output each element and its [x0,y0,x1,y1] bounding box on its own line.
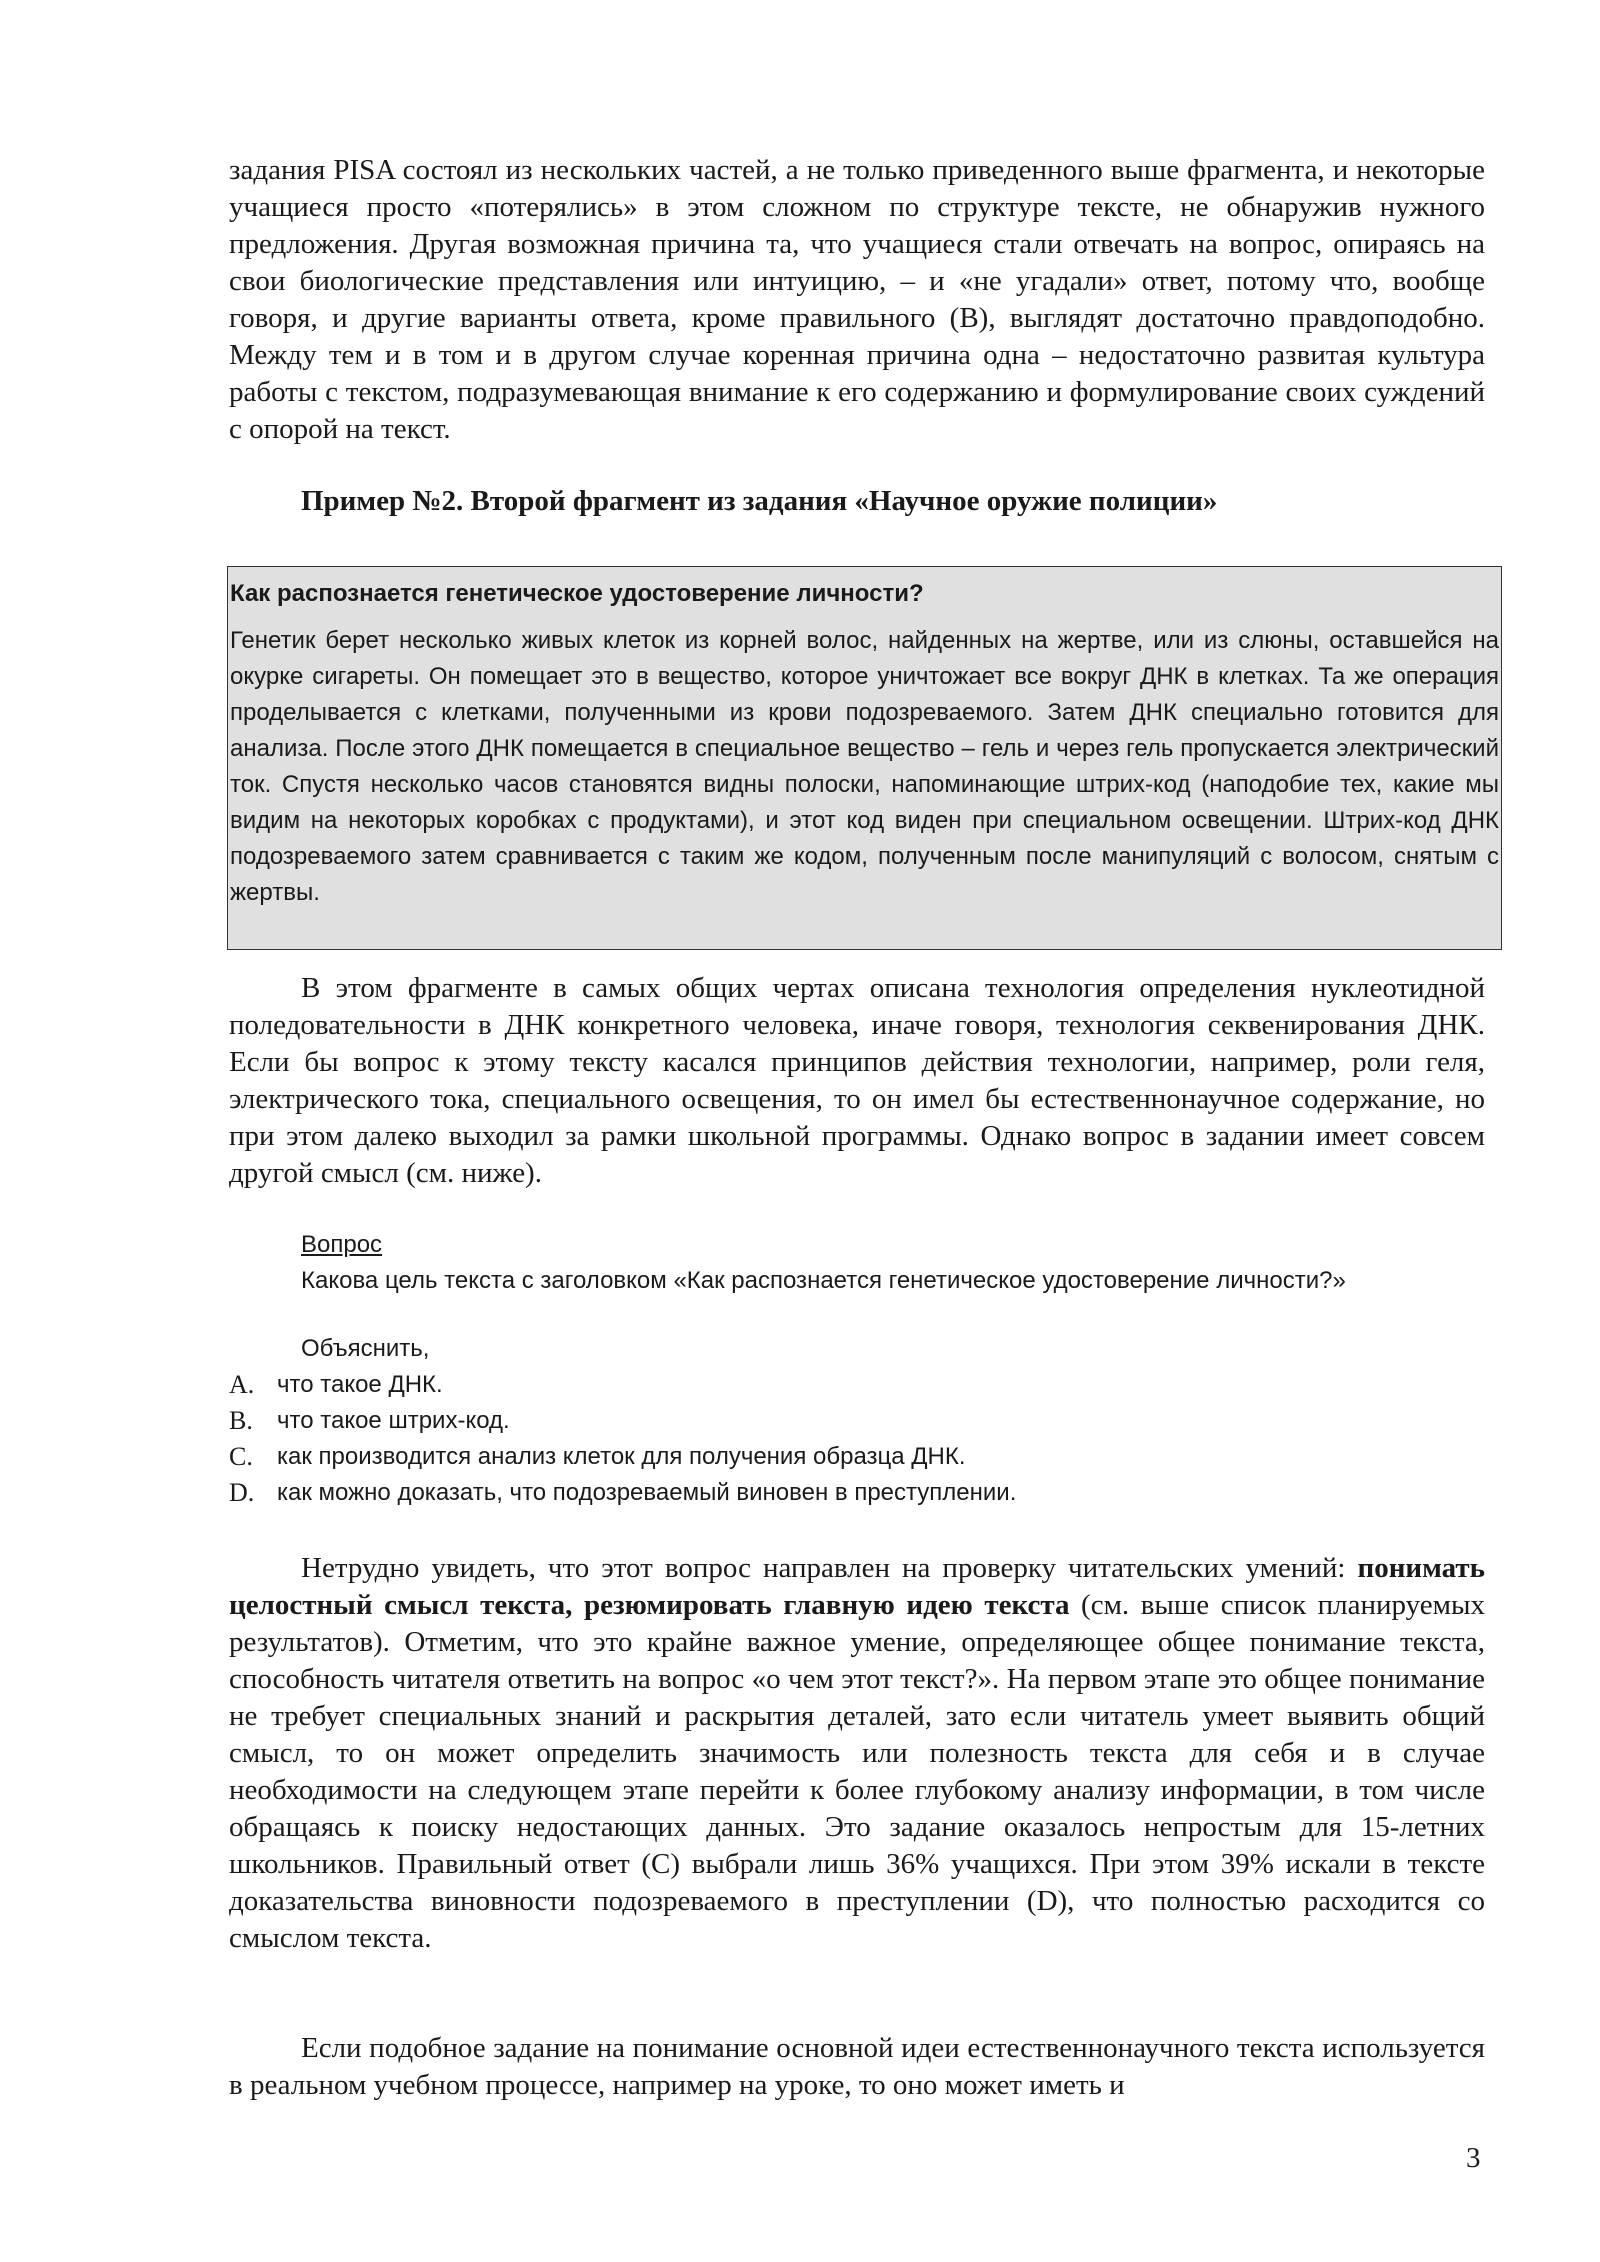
option-letter: B. [229,1406,253,1435]
question-text: Какова цель текста с заголовком «Как распознается генетическое удостоверение личности?» [301,1267,1346,1294]
excerpt-box [227,566,1502,950]
option-letter: C. [229,1442,253,1471]
paragraph-1: задания PISA состоял из нескольких частей, а не только приведенного выше фрагмента, и некоторые учащиеся просто «потерялись» в этом сложном по структуре тексте, не обнаружив нужного предложения. Другая возможная причина та, что учащиеся стали отвечать на вопрос, опираясь на свои биологические представления или интуицию, – и «не угадали» ответ, потому что, вообще говоря, и другие варианты ответа, кроме правильного (B), выглядят достаточно правдоподобно. Между тем и в том и в другом случае коренная причина одна – недостаточно развитая культура работы с текстом, подразумевающая внимание к его содержанию и формулирование своих суждений с опорой на текст. [229,154,1485,445]
option-c [229,1439,1499,1475]
paragraph-2: В этом фрагменте в самых общих чертах описана технология определения нуклеотидной поледовательности в ДНК конкретного человека, иначе говоря, технология секвенирования ДНК. Если бы вопрос к этому тексту касался принципов действия технологии, например, роли геля, электрического тока, специального освещения, то он имел бы естественнонаучное содержание, но при этом далеко выходил за рамки школьной программы. Однако вопрос в задании имеет совсем другой смысл (см. ниже). [229,972,1485,1189]
option-text: как можно доказать, что подозреваемый виновен в преступлении. [277,1479,1017,1506]
paragraph-4: Если подобное задание на понимание основной идеи естественнонаучного текста используется в реальном учебном процессе, например на уроке, то оно может иметь и [229,2032,1485,2101]
paragraph-3 [229,1550,1485,1957]
option-letter: D. [229,1478,255,1507]
option-text: что такое ДНК. [277,1371,443,1398]
question-block [301,1227,1501,1299]
option-letter: A. [229,1370,255,1399]
excerpt-title: Как распознается генетическое удостоверение личности? [230,580,924,607]
option-text: как производится анализ клеток для получения образца ДНК. [277,1443,966,1470]
option-b [229,1403,1499,1439]
page-number: 3 [1466,2142,1481,2174]
option-d [229,1475,1499,1511]
option-a [229,1367,1499,1403]
paragraph-3-intro: Нетрудно увидеть, что этот вопрос направлен на проверку читательских умений: [301,1552,1358,1584]
question-label: Вопрос [301,1231,383,1258]
example-heading: Пример №2. Второй фрагмент из задания «Научное оружие полиции» [301,485,1218,517]
question-instruction: Объяснить, [301,1335,430,1362]
answer-options [229,1367,1499,1511]
paragraph-3-bold: понимать целостный смысл текста, резюмировать главную идею текста [229,1552,1485,1621]
paragraph-3-rest: (см. выше список планируемых результатов). Отметим, что это крайне важное умение, определяющее общее понимание текста, способность читателя ответить на вопрос «о чем этот текст?». На первом этапе это общее понимание не требует специальных знаний и раскрытия деталей, зато если читатель умеет выявить общий смысл, то он может определить значимость или полезность текста для себя и в случае необходимости на следующем этапе перейти к более глубокому анализу информации, в том числе обращаясь к поиску недостающих данных. Это задание оказалось непростым для 15-летних школьников. Правильный ответ (C) выбрали лишь 36% учащихся. При этом 39% искали в тексте доказательства виновности подозреваемого в преступлении (D), что полностью расходится со смыслом текста. [229,1589,1485,1954]
excerpt-text: Генетик берет несколько живых клеток из корней волос, найденных на жертве, или из слюны, оставшейся на окурке сигареты. Он помещает это в вещество, которое уничтожает все вокруг ДНК в клетках. Та же операция проделывается с клетками, полученными из крови подозреваемого. Затем ДНК специально готовится для анализа. После этого ДНК помещается в специальное вещество – гель и через гель пропускается электрический ток. Спустя несколько часов становятся видны полоски, напоминающие штрих-код (наподобие тех, какие мы видим на некоторых коробках с продуктами), и этот код виден при специальном освещении. Штрих-код ДНК подозреваемого затем сравнивается с таким же кодом, полученным после манипуляций с волосом, снятым с жертвы. [230,627,1499,906]
option-text: что такое штрих-код. [277,1407,510,1434]
